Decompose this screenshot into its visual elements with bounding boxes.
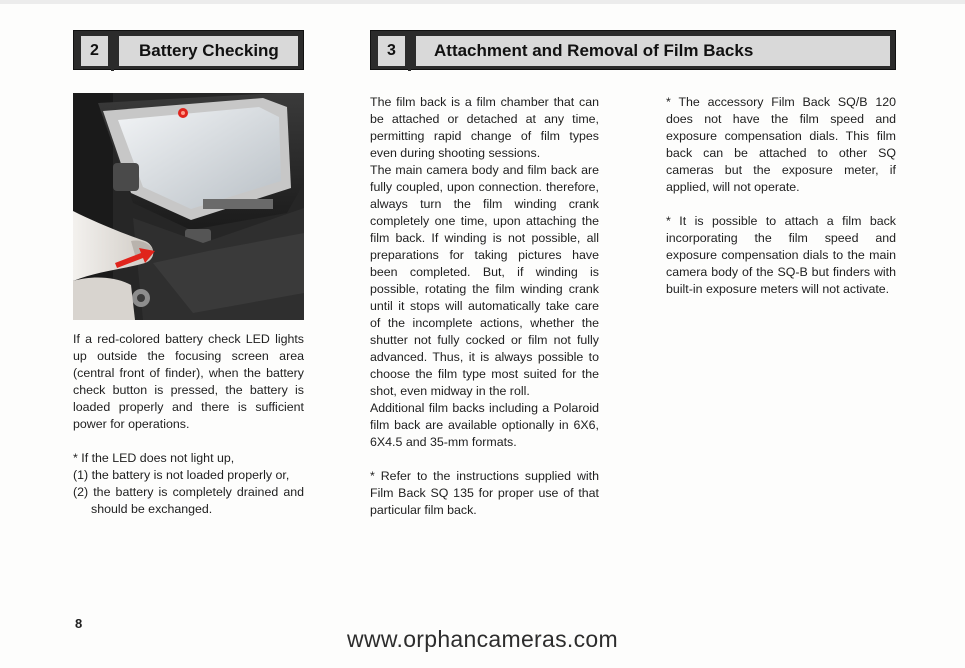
- side-note-2: * It is possible to attach a film back incorporating the film speed and exposure compensation dials to the main camera body of the SQ-B but finders with built-in exposure meters will not activate.: [666, 214, 896, 296]
- battery-note-intro: * If the LED does not light up,: [73, 451, 235, 465]
- page-top-edge: [0, 0, 965, 4]
- section-2-title: Battery Checking: [119, 36, 298, 66]
- film-back-paragraph-1: The film back is a film chamber that can be attached or detached at any time, permitting rapid change of film types even during shooting sessions.: [370, 95, 599, 160]
- battery-note-item-1: (1) the battery is not loaded properly or,: [73, 468, 290, 482]
- battery-check-photo: [73, 93, 304, 320]
- film-back-paragraph-3: Additional film backs including a Polaroid film back are available optionally in 6X6, 6X4.5 and 35-mm formats.: [370, 401, 599, 449]
- battery-note-item-2: (2) the battery is completely drained and should be exchanged.: [73, 485, 304, 516]
- section-2-number: 2: [81, 36, 108, 66]
- page-number: 8: [75, 616, 83, 631]
- section-3-title: Attachment and Removal of Film Backs: [416, 36, 890, 66]
- section-3-header: [370, 30, 896, 70]
- section-2-header: [73, 30, 304, 70]
- section-2-body: [73, 331, 304, 518]
- section-3-number: 3: [378, 36, 405, 66]
- footer-url: www.orphancameras.com: [347, 626, 618, 652]
- camera-hand-illustration: [73, 93, 304, 320]
- battery-paragraph: If a red-colored battery check LED lights up outside the focusing screen area (central front of finder), when the battery check button is pressed, the battery is loaded properly and there is sufficient power for operations.: [73, 332, 304, 431]
- section-3-side-notes: [666, 94, 896, 298]
- side-note-1: * The accessory Film Back SQ/B 120 does not have the film speed and exposure compensation dials. This film back can be attached to other SQ cameras but the exposure meter, if applied, will not operate.: [666, 95, 896, 194]
- film-back-paragraph-2: The main camera body and film back are fully coupled, upon connection. therefore, always turn the film winding crank completely one time, upon attaching the film back. If winding is not possible, all preparations for taking pictures have been completed. But, if winding is possible, rotating the film winding crank until it stops will automatically take care of the incomplete actions, whether the shutter not fully cocked or film not fully advanced. Thus, it is always possible to choose the film type most suited for the shot, even midway in the roll.: [370, 163, 599, 398]
- section-3-body: [370, 94, 599, 519]
- film-back-note: * Refer to the instructions supplied with Film Back SQ 135 for proper use of that particular film back.: [370, 469, 599, 517]
